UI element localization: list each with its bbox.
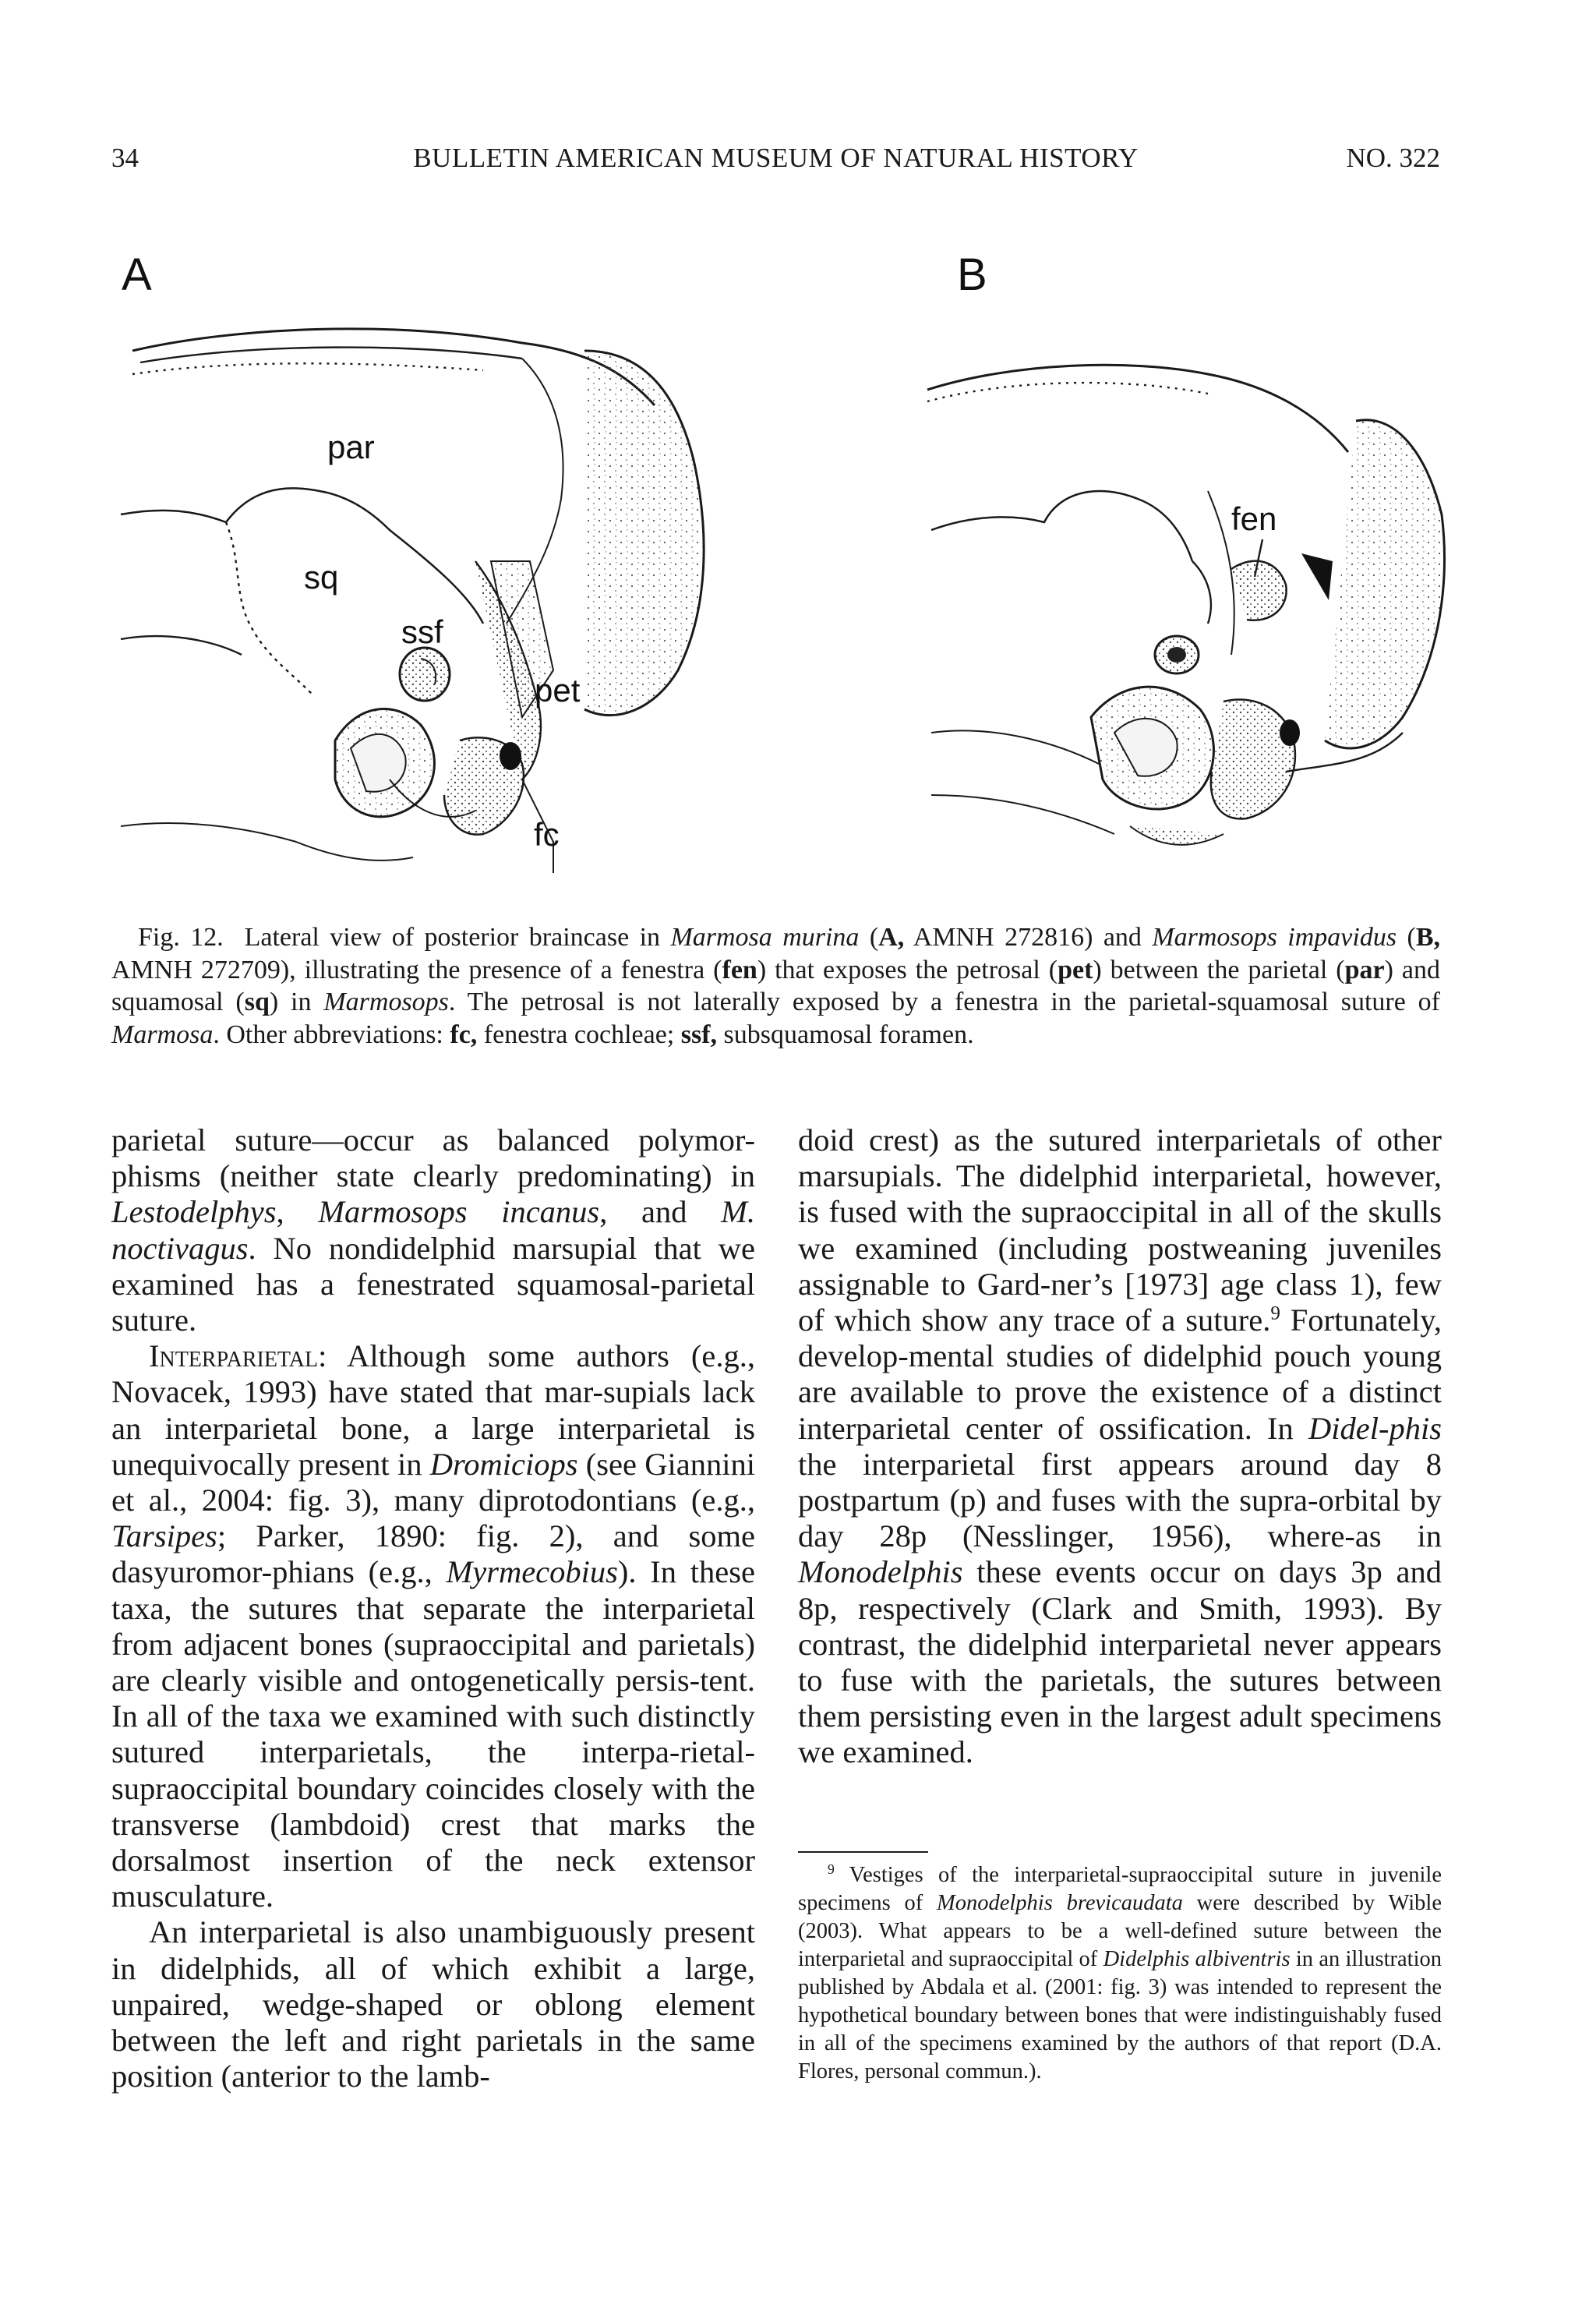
left-column (111, 1122, 755, 2094)
figure-12 (117, 234, 1449, 912)
footnote-text: Vestiges of the interparietal-supraoccipital suture in juvenile specimens of (798, 1863, 1442, 1915)
taxon-name: Marmosops incanus (318, 1194, 600, 1230)
taxon-name: Lestodelphys (111, 1194, 277, 1230)
caption-text: ) and squamosal ( (111, 955, 1440, 1016)
caption-text: ) that exposes the petrosal ( (757, 955, 1058, 984)
running-header (111, 143, 1440, 182)
paragraph (798, 1122, 1442, 1771)
panel-label-b: B (957, 249, 987, 300)
page-number: 34 (111, 143, 139, 173)
taxon-name: Didelphis albiventris (1103, 1947, 1291, 1971)
body-text: (see Giannini et al., 2004: fig. 3), many diprotodontians (e.g., (111, 1446, 755, 1518)
caption-bold: B, (1415, 923, 1441, 952)
caption-bold: ssf, (680, 1020, 718, 1049)
caption-text: ( (859, 923, 879, 952)
label-ssf: ssf (401, 613, 443, 650)
section-heading: Interparietal (149, 1338, 319, 1374)
caption-text: ) in (269, 988, 324, 1016)
label-sq: sq (304, 559, 339, 596)
paragraph (111, 1914, 755, 2094)
caption-fig-number: Fig. 12. (138, 923, 224, 952)
body-text: An interparietal is also unambiguously present in didelphids, all of which exhibit a large, unpaired, wedge-shaped or oblong element between the left and right parietals in the same position (anterior to the lamb- (111, 1914, 755, 2094)
caption-bold: pet (1058, 955, 1093, 984)
taxon-name: Myrmecobius (446, 1554, 618, 1590)
paragraph (111, 1122, 755, 1338)
caption-species: Marmosops impavidus (1152, 923, 1397, 952)
caption-text: subsquamosal foramen. (717, 1020, 974, 1049)
caption-text: ( (1396, 923, 1416, 952)
taxon-name: Dromiciops (429, 1446, 578, 1482)
right-column (798, 1122, 1442, 1771)
body-text: doid crest) as the sutured interparietals of other marsupials. The didelphid interparietal, however, is fused with the supraoccipital in all of the skulls we examined (including postweaning juveniles assignable to Gard-ner’s [1973] age class 1), few of which show any trace of a suture. (798, 1122, 1442, 1338)
footnote-number: 9 (828, 1861, 835, 1877)
body-text: ). In these taxa, the sutures that separate the interparietal from adjacent bones (supraoccipital and parietals) are clearly visible and ontogenetically persis-tent. In all of the taxa we examined with such distinctly sutured interparietals, the interpa-rietal-supraoccipital boundary coincides closely with the transverse (lambdoid) crest that marks the dorsalmost insertion of the neck extensor musculature. (111, 1554, 755, 1914)
body-text: : Although some authors (e.g., Novacek, 1993) have stated that mar-supials lack an interparietal bone, a large interparietal is unequivocally present in (111, 1338, 755, 1482)
body-text: ; Parker, 1890: fig. 2), and some dasyuromor-phians (e.g., (111, 1518, 755, 1590)
caption-species: Marmosops (323, 988, 449, 1016)
taxon-name: Didel-phis (1308, 1410, 1442, 1446)
footnote (798, 1861, 1442, 2086)
body-text: , (276, 1194, 319, 1230)
caption-species: Marmosa murina (670, 923, 860, 952)
caption-species: Marmosa (111, 1020, 214, 1049)
caption-text: . Other abbreviations: (213, 1020, 450, 1049)
panel-label-a: A (122, 249, 152, 300)
taxon-name: Monodelphis brevicaudata (936, 1891, 1183, 1915)
label-fen: fen (1231, 500, 1277, 537)
label-par: par (327, 429, 375, 465)
figure-caption (111, 921, 1440, 1051)
body-text: parietal suture—occur as balanced polymor-phisms (neither state clearly predominating) in (111, 1122, 755, 1194)
label-pet: pet (535, 672, 581, 709)
taxon-name: Tarsipes (111, 1518, 217, 1554)
caption-text: fenestra cochleae; (477, 1020, 681, 1049)
caption-bold: fen (722, 955, 757, 984)
braincase-illustration (117, 234, 1449, 912)
footnote-rule (798, 1851, 928, 1853)
journal-title: BULLETIN AMERICAN MUSEUM OF NATURAL HISTORY (413, 143, 1139, 173)
footnote-marker[interactable]: 9 (1270, 1302, 1280, 1324)
body-text: Fortunately, develop-mental studies of didelphid pouch young are available to prove the existence of a distinct interparietal center of ossification. In (798, 1302, 1442, 1446)
body-text: these events occur on days 3p and 8p, respectively (Clark and Smith, 1993). By contrast, the didelphid interparietal never appears to fuse with the parietals, the sutures between them persisting even in the largest adult specimens we examined. (798, 1554, 1442, 1770)
footnote-text: in an illustration published by Abdala et al. (2001: fig. 3) was intended to represent the hypothetical boundary between bones that were indistinguishably fused in all of the specimens examined by the authors of that report (D.A. Flores, personal commun.). (798, 1947, 1442, 2083)
taxon-name: M. noctivagus (111, 1194, 755, 1266)
caption-text: ) between the parietal ( (1093, 955, 1345, 984)
caption-text: Lateral view of posterior braincase in (244, 923, 671, 952)
skull-drawing-a (121, 329, 704, 873)
caption-bold: fc, (450, 1020, 478, 1049)
caption-bold: A, (878, 923, 905, 952)
caption-text: AMNH 272709), illustrating the presence of a fenestra ( (111, 955, 722, 984)
skull-drawing-b (927, 365, 1444, 845)
body-text: the interparietal first appears around day 8 postpartum (p) and fuses with the supra-orbital by day 28p (Nesslinger, 1956), where-as in (798, 1446, 1442, 1554)
body-text: , and (599, 1194, 722, 1230)
taxon-name: Monodelphis (798, 1554, 963, 1590)
caption-text: AMNH 272816) and (904, 923, 1153, 952)
body-text: . No nondidelphid marsupial that we examined has a fenestrated squamosal-parietal suture. (111, 1230, 755, 1338)
caption-bold: sq (244, 988, 270, 1016)
caption-text: . The petrosal is not laterally exposed by a fenestra in the parietal-squamosal suture of (448, 988, 1441, 1016)
issue-number: NO. 322 (1346, 143, 1440, 173)
footnote-text: were described by Wible (2003). What appears to be a well-defined suture between the interparietal and supraoccipital of (798, 1891, 1442, 1971)
label-fc: fc (534, 816, 560, 853)
caption-bold: par (1344, 955, 1385, 984)
paragraph (111, 1338, 755, 1914)
